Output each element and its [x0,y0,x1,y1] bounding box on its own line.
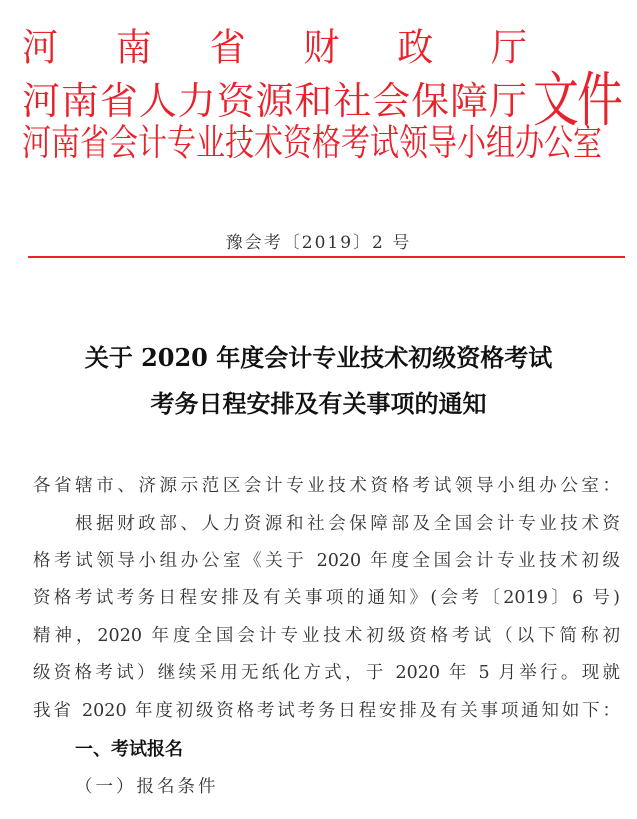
red-divider [28,256,625,258]
body-line: 精神，2020 年度全国会计专业技术初级资格考试（以下简称初 [33,626,620,646]
body-line: 格考试领导小组办公室《关于 2020 年度全国会计专业技术初级 [33,551,620,571]
body-line: 我省 2020 年度初级资格考试考务日程安排及有关事项通知如下： [33,701,620,721]
document-suffix: 文件 [533,64,621,135]
subsection-heading: （一）报名条件 [75,777,219,797]
title-line-1: 关于 2020 年度会计专业技术初级资格考试 [84,343,553,372]
issuer-exam-office: 河南省会计专业技术资格考试领导小组办公室 [22,121,603,164]
body-line: 资格考试考务日程安排及有关事项的通知》(会考〔2019〕6 号) [33,588,620,608]
salutation: 各省辖市、济源示范区会计专业技术资格考试领导小组办公室： [33,476,620,496]
document-number: 豫会考〔2019〕2 号 [225,233,412,253]
issuer-hr-dept: 河南省人力资源和社会保障厅 [22,79,527,123]
body-line: 级资格考试）继续采用无纸化方式，于 2020 年 5 月举行。现就 [33,663,620,683]
section-heading: 一、考试报名 [75,739,183,760]
issuer-finance-dept: 河南省财政厅 [22,26,527,70]
body-line: 根据财政部、人力资源和社会保障部及全国会计专业技术资 [75,514,620,534]
title-line-2: 考务日程安排及有关事项的通知 [150,389,487,418]
